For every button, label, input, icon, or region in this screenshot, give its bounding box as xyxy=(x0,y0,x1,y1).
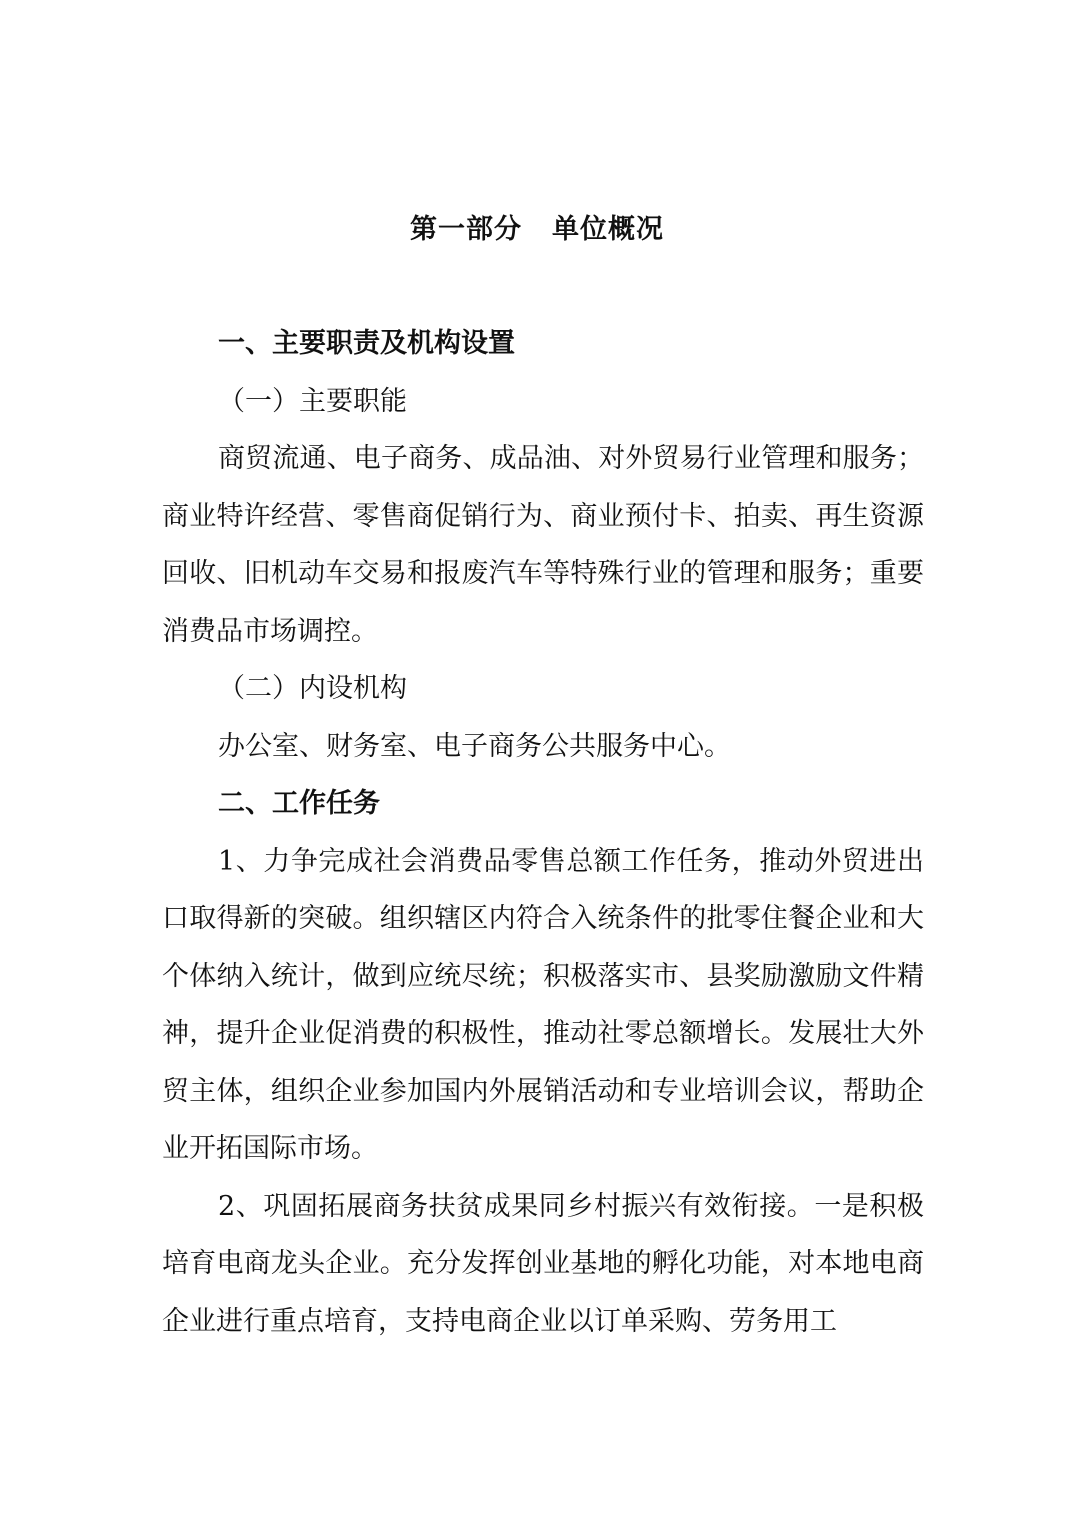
subsection-heading-departments: （二）内设机构 xyxy=(218,673,407,704)
paragraph-functions: 商贸流通、电子商务、成品油、对外贸易行业管理和服务；商业特许经营、零售商促销行为、商业预付卡、拍卖、再生资源回收、旧机动车交易和报废汽车等特殊行业的管理和服务；重要消费品市场调控。 xyxy=(162,443,924,647)
subsection-heading-functions: （一）主要职能 xyxy=(218,385,407,417)
paragraph-task-2: 2、巩固拓展商务扶贫成果同乡村振兴有效衔接。一是积极培育电商龙头企业。充分发挥创业基地的孵化功能，对本地电商企业进行重点培育，支持电商企业以订单采购、劳务用工 xyxy=(162,1190,924,1337)
section-heading-duties: 一、主要职责及机构设置 xyxy=(218,328,515,359)
paragraph-task-1: 1、力争完成社会消费品零售总额工作任务，推动外贸进出口取得新的突破。组织辖区内符合入统条件的批零住餐企业和大个体纳入统计，做到应统尽统；积极落实市、县奖励激励文件精神，提升企业促消费的积极性，推动社零总额增长。发展壮大外贸主体，组织企业参加国内外展销活动和专业培训会议，帮助企业开拓国际市场。 xyxy=(162,845,924,1164)
paragraph-departments: 办公室、财务室、电子商务公共服务中心。 xyxy=(218,730,731,762)
title-part: 第一部分 xyxy=(410,214,522,245)
document-body xyxy=(162,315,924,1350)
title-name: 单位概况 xyxy=(552,214,664,245)
section-heading-tasks: 二、工作任务 xyxy=(218,788,380,819)
page-title xyxy=(0,208,1074,252)
